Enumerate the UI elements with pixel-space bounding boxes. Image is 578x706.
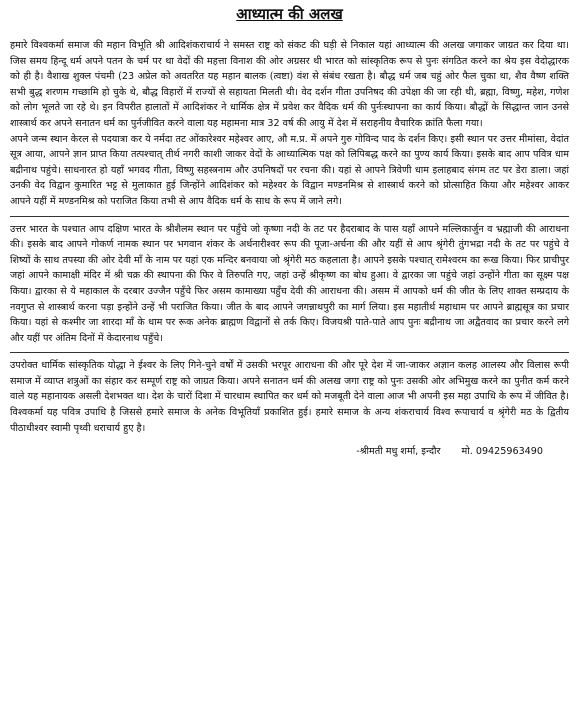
author-name: -श्रीमती मधु शर्मा, इन्दौर [356, 446, 441, 458]
section-divider-1 [10, 216, 569, 217]
paragraph-1: हमारे विश्वकर्मा समाज की महान विभूति श्री आदिशंकराचार्य ने समस्त राष्ट्र को संकट की घड़ी से निकाल यहां आध्यात्म की अलख जगाकर जाग्रत कर दिया था। जिस समय हिन्दू धर्म अपने पतन के चर्म पर था वेदों की महत्ता विनाश की ओर अग्रसर थी भारत को सांस्कृतिक रूप से पुनः संगठित करने का श्रेय इस वेदोद्धारक को ही है। वैशाख शुक्ल पंचमी (23 अप्रेल को अवतरित यह महान बालक (त्वष्टा) वंश से संबंध रखता है। बौद्ध धर्म जब चहुं ओर फैल चुका था, शैव वैष्ण शक्ति सभी बुद्ध शरणम गच्छामि हो चुके थे, बौद्ध विहारों में राज्यों से सहायता मिलती थी। वेद दर्शन गीता उपनिषद की उपेक्षा की जा रही थी, ब्रह्मा, विष्णु, महेश, गणेश को लोग भूलते जा रहे थे। इन विपरीत हालातों में आदिशंकर ने धार्मिक क्षेत्र में प्रवेश कर वैदिक धर्म की पुर्नःस्थापना का कार्य किया। बौद्धों के सिद्धान्त जान उनसे शास्त्रार्थ कर अपने सनातन धर्म का पुर्नजीवित करने वाला यह महामना मात्र 32 वर्ष की आयु में देश में सराहनीय वैचारिक क्रांति फैला गया। [10, 40, 569, 129]
paragraph-3: उत्तर भारत के पश्चात आप दक्षिण भारत के श्रीशैलम स्थान पर पहुँचे जो कृष्णा नदी के तट पर हैदराबाद के पास यहाँ आपने मल्लिकार्जुन व भ्रह्माजी की आराधना की। इसके बाद आपने गोकर्ण नामक स्थान पर भगवान शंकर के अर्धनारीश्वर रूप की पूजा-अर्चना की और यहीं से आप श्रृंगेरी तुंगभद्रा नदी के तट पर पहुंचे वे शिष्यों के साथ तपस्या की ओर देवी माँ के नाम पर यहां एक मन्दिर बनवाया जो श्रृंगेरी मठ कहलाता है। आपने इसके पश्चात् रामेश्वरम का रूख किया। फिर प्राचीपुर जहां आपने कामाक्षी मंदिर में श्री चक्र की स्थापना की फिर वे तिरुपति गए, जहां उन्हें श्रीकृष्ण का बोध हुआ। वे द्वारका जा पहुंचे जहां उन्होंने गीता का सूक्ष्म पक्ष किया। द्वारका से ये महाकाल के दरबार उज्जैन पहुँचे फिर असम कामाख्या पहुँच देवी की आराधना की। असम में आपको धर्म की जीत के लिए शाक्त सम्प्रदाय के नवगुप्त से शास्त्रार्थ करना पड़ा इन्होंने उन्हें भी पराजित किया। जीत के बाद आपने जगन्नाथपुरी का मार्ग लिया। इस महातीर्थ महाधाम पर आपने ब्राह्मसूत्र का प्रचार किया। यहां से कश्मीर जा शारदा माँ के धाम पर रूक अनेक ब्राह्मण विद्वानों से तर्क किए। विजयश्री पाते-पाते आप पुनः बद्रीनाथ जा अद्वैतवाद का प्रचार करने लगे और यहीं पर अंतिम दिनों में केदारनाथ पहुँचे। [10, 223, 569, 344]
article-title: आध्यात्म की अलख [236, 5, 343, 23]
paragraph-4: उपरोक्त धार्मिक सांस्कृतिक योद्धा ने ईश्वर के लिए गिने-चुने वर्षों में उसकी भरपूर आराधना की और पूरे देश में जा-जाकर अज्ञान कलह आलस्य और विलास रूपी समाज में व्याप्त शत्रुओं का संहार कर सम्पूर्ण राष्ट्र को जाग्रत किया। अपने सनातन धर्म की अलख जगा राष्ट्र को पुनः उसकी ओर अभिमुख करने का पुनीत कर्म करने वाले यह महानायक असली देशभक्त था। देश के चारों दिशा में चारधाम स्थापित कर धर्म को मजबूती देने वाला आज भी अपनी इस महा उपाधि के रूप में जीवित है। विश्वकर्मा यह पवित्र उपाधि है जिससे हमारे समाज के अनेक विभूतियाँ प्रकाशित हुई। हमारे समाज के अन्य शंकराचार्य विश्व रूपाचार्य व श्रृंगेरी मठ के द्वितीय पीठाधीश्वर स्वामी पृथ्वी धराचार्य हुए है। [10, 360, 569, 434]
signature-line [10, 444, 543, 459]
section-divider-2 [10, 352, 569, 353]
author-mobile: मो. 09425963490 [461, 446, 543, 458]
paragraph-2: अपने जन्म स्थान केरल से पदयात्रा कर ये नर्मदा तट ओंकारेश्वर महेश्वर आए, औ म.प्र. में अपने गुरु गोविन्द पाद के दर्शन किए। इसी स्थान पर उत्तर मीमांसा, वेदांत सूत्र आया, आपने ज्ञान प्राप्त किया तत्पश्चात् तीर्थ नगरी काशी जाकर वेदों के आध्यात्मिक पक्ष को लिपिबद्ध करने का पुण्य कार्य किया। इसके बाद आप पवित्र धाम बद्रीनाथ पहुंचे। साधनारत हो यहाँ भगवद गीता, विष्णु सहस्त्रनाम और उपनिषदों पर रचना की। यहां से आपने त्रिवेणी धाम इलाहबाद संगम तट पर डेरा डाला। जहां उनकी वेद विद्वान कुमारित भट्ट से मुलाकात हुई जिन्होंने आदिशंकर को महेश्वर के विद्वान मण्डनमिश्र से शास्त्रार्थ करने को प्रोत्साहित किया और महेश्वर आकर आपने यहीं में मण्डनमिश्र को पराजित किया तभी से आप वैदिक धर्म के साध के रूप में जाने लगे। [10, 133, 569, 207]
